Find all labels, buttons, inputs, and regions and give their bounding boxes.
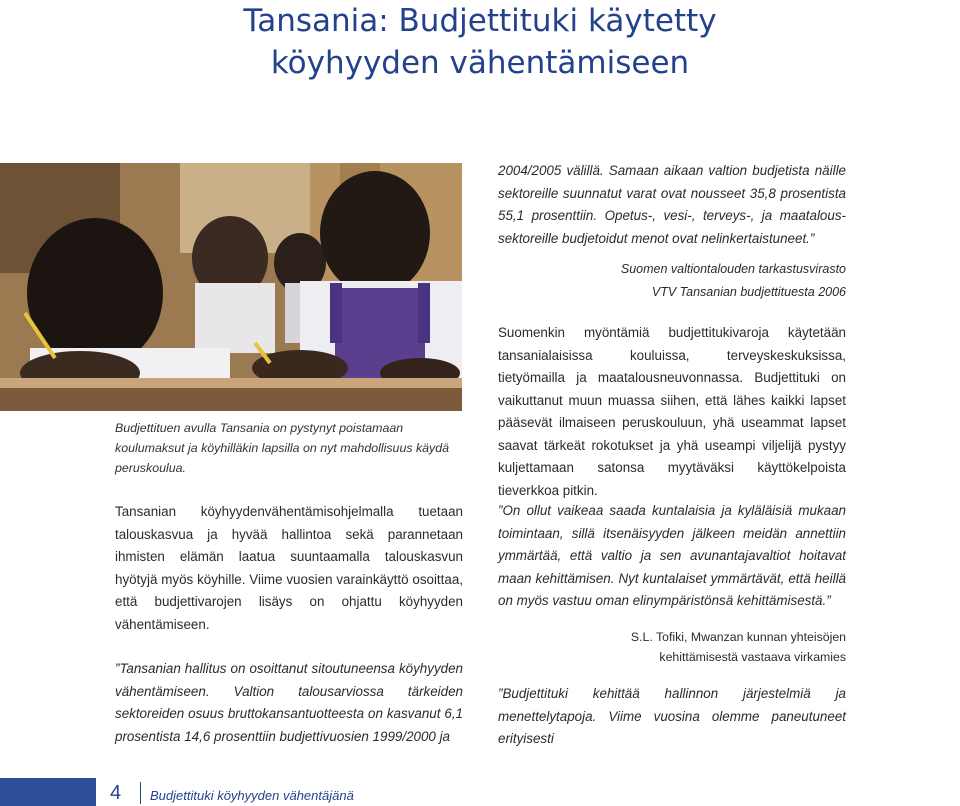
page-title: Tansania: Budjettituki käytetty köyhyyden vähentämiseen <box>243 3 717 81</box>
source-line-1: Suomen valtiontalouden tarkastusvirasto <box>620 262 846 276</box>
publication-title: Budjettituki köyhyyden vähentäjänä <box>150 788 354 803</box>
right-column-middle <box>498 322 846 502</box>
right-column-quote <box>498 500 846 667</box>
footer-divider <box>140 782 141 804</box>
quote-vtv-continued: 2004/2005 välillä. Samaan aikaan valtion budjetista näille sektoreille suunnatut varat ovat nousseet 35,8 prosentista 55,1 prosenttiin. Opetus-, vesi-, terveys-, ja maataloussektoreille budjetoidut menot ovat nelinkertaistuneet.” <box>498 163 846 246</box>
right-column-top <box>498 160 846 304</box>
quote-attribution <box>498 627 846 667</box>
photo-caption: Budjettituen avulla Tansania on pystynyt poistamaan koulumaksut ja köyhilläkin lapsilla on nyt mahdollisuus käydä peruskoulua. <box>115 421 450 475</box>
quote-tofiki: ”On ollut vaikeaa saada kuntalaisia ja kyläläisiä mukaan toimintaan, sillä itsenäisyyden jälkeen meidän annettiin ymmärtää, että valtio ja sen avunantajavaltiot hoitavat maan kehittämisen. Nyt kuntalaiset ymmärtävät, että heillä on myös vastuu oman elinympäristönsä kehittämisestä.” <box>498 503 846 608</box>
attribution-line-1: S.L. Tofiki, Mwanzan kunnan yhteisöjen <box>630 629 846 644</box>
photo-children-classroom <box>0 163 462 411</box>
right-column-bottom <box>498 683 846 751</box>
page-number: 4 <box>110 782 122 804</box>
intro-paragraph: Tansanian köyhyydenvähentämisohjelmalla tuetaan talouskasvua ja hyvää hallintoa sekä parannetaan ihmisten elämän laatua suuntaamalla talouskasvun hyötyjä myös köyhille. Viime vuosien varainkäyttö osoittaa, että budjettivarojen lisäys on ohjattu köyhyyden vähentämiseen. <box>115 504 463 632</box>
quote-governance: ”Budjettituki kehittää hallinnon järjestelmiä ja menettelytapoja. Viime vuosina olemme paneutuneet erityisesti <box>498 686 846 746</box>
quote-vtv-start: ”Tansanian hallitus on osoittanut sitoutuneensa köyhyyden vähentämiseen. Valtion talousarviossa tärkeiden sektoreiden osuus bruttokansantuotteesta on kasvanut 6,1 prosentista 14,6 prosenttiin budjettivuosien 1999/2000 ja <box>115 661 463 744</box>
source-line-2: VTV Tansanian budjettituesta 2006 <box>651 285 846 299</box>
left-column <box>115 501 463 748</box>
budget-support-paragraph: Suomenkin myöntämiä budjettitukivaroja käytetään tansanialaisissa kouluissa, terveyskeskuksissa, tietyömailla ja maatalousneuvonnassa. Budjettituki on vaikuttanut muun muassa siihen, että lähes kaikki lapset pääsevät ilmaiseen peruskouluun, yhä useammat lapset saavat tärkeät rokotukset ja yhä useampi viljelijä pystyy kuljettamaan satonsa myytäväksi käyttökelpoista tieverkkoa pitkin. <box>498 325 846 498</box>
quote-source <box>498 258 846 304</box>
attribution-line-2: kehittämisestä vastaava virkamies <box>659 649 846 664</box>
